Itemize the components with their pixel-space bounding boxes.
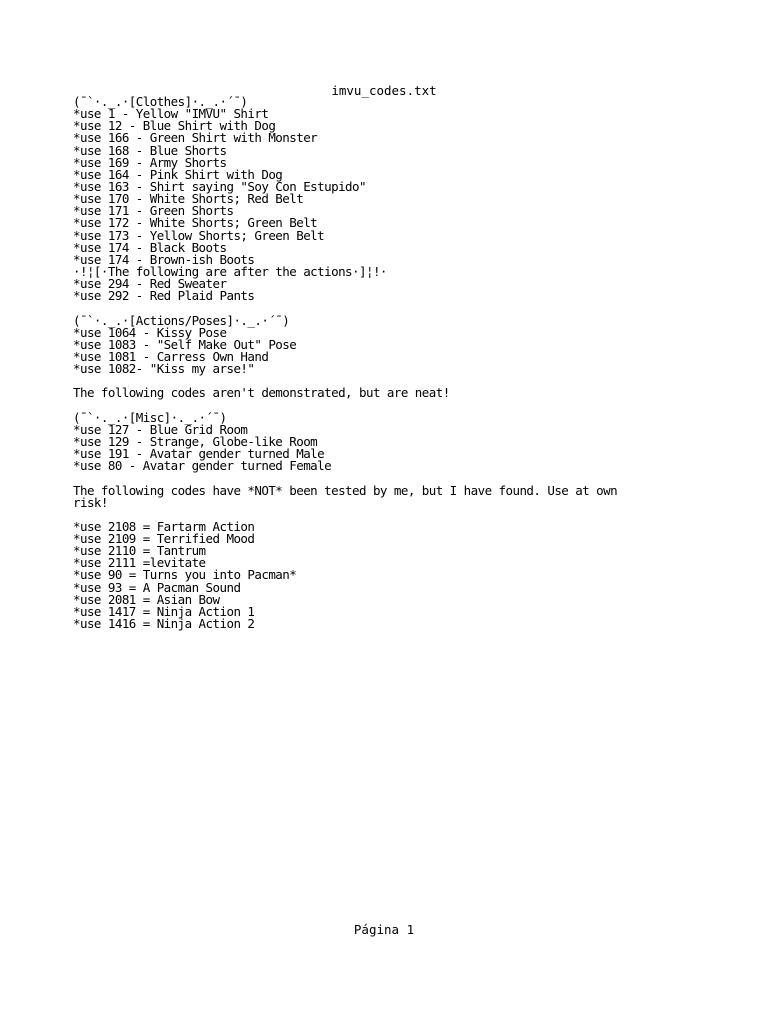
code-line: *use 173 - Yellow Shorts; Green Belt <box>73 227 325 243</box>
page-footer: Página 1 <box>353 922 415 937</box>
code-line: *use 2109 = Terrified Mood <box>73 531 255 547</box>
code-line: *use 169 - Army Shorts <box>73 154 227 170</box>
code-line: *use 1416 = Ninja Action 2 <box>73 616 255 632</box>
code-line: *use 2110 = Tantrum <box>73 543 206 559</box>
code-line: *use 170 - White Shorts; Red Belt <box>73 191 304 207</box>
code-line: *use 80 - Avatar gender turned Female <box>73 458 332 474</box>
code-line: *use 2111 =levitate <box>73 555 206 571</box>
code-line: *use 294 - Red Sweater <box>73 276 227 292</box>
code-line: *use 93 = A Pacman Sound <box>73 579 241 595</box>
note-line: The following codes aren't demonstrated, but are neat! <box>73 385 450 401</box>
code-line: *use 1417 = Ninja Action 1 <box>73 603 255 619</box>
code-line: *use 1 - Yellow "IMVU" Shirt <box>73 106 269 122</box>
code-line: *use 1082- "Kiss my arse!" <box>73 361 255 377</box>
section-header-clothes: (¯`·._.·[Clothes]·._.·´¯) <box>73 94 248 109</box>
subsection-note: ·!¦[·The following are after the actions·]¦!· <box>73 263 387 279</box>
code-line: *use 172 - White Shorts; Green Belt <box>73 215 318 231</box>
code-line: *use 164 - Pink Shirt with Dog <box>73 166 283 182</box>
code-line: *use 12 - Blue Shirt with Dog <box>73 118 276 134</box>
code-line: *use 191 - Avatar gender turned Male <box>73 446 325 462</box>
code-line: *use 1081 - Carress Own Hand <box>73 348 269 364</box>
code-line: *use 1083 - "Self Make Out" Pose <box>73 336 297 352</box>
code-line: *use 2108 = Fartarm Action <box>73 518 255 534</box>
note-line: The following codes have *NOT* been tested by me, but I have found. Use at own <box>73 482 618 498</box>
code-line: *use 127 - Blue Grid Room <box>73 421 248 437</box>
section-header-actions: (¯`·._.·[Actions/Poses]·._.·´¯) <box>73 312 290 328</box>
code-line: *use 171 - Green Shorts <box>73 203 234 219</box>
code-line: *use 174 - Black Boots <box>73 239 227 255</box>
page-title: imvu_codes.txt <box>331 83 437 98</box>
section-header-misc: (¯`·._.·[Misc]·._.·´¯) <box>73 409 227 425</box>
code-line: *use 174 - Brown-ish Boots <box>73 251 255 267</box>
code-line: *use 129 - Strange, Globe-like Room <box>73 433 318 449</box>
code-line: *use 168 - Blue Shorts <box>73 142 227 158</box>
code-line: *use 2081 = Asian Bow <box>73 591 220 607</box>
note-line: risk! <box>73 494 108 510</box>
code-line: *use 90 = Turns you into Pacman* <box>73 567 297 583</box>
code-line: *use 166 - Green Shirt with Monster <box>73 130 318 146</box>
code-line: *use 163 - Shirt saying "Soy Con Estupido" <box>73 178 366 194</box>
code-line: *use 1064 - Kissy Pose <box>73 324 227 340</box>
document-body <box>73 96 693 630</box>
code-line: *use 292 - Red Plaid Pants <box>73 288 255 304</box>
